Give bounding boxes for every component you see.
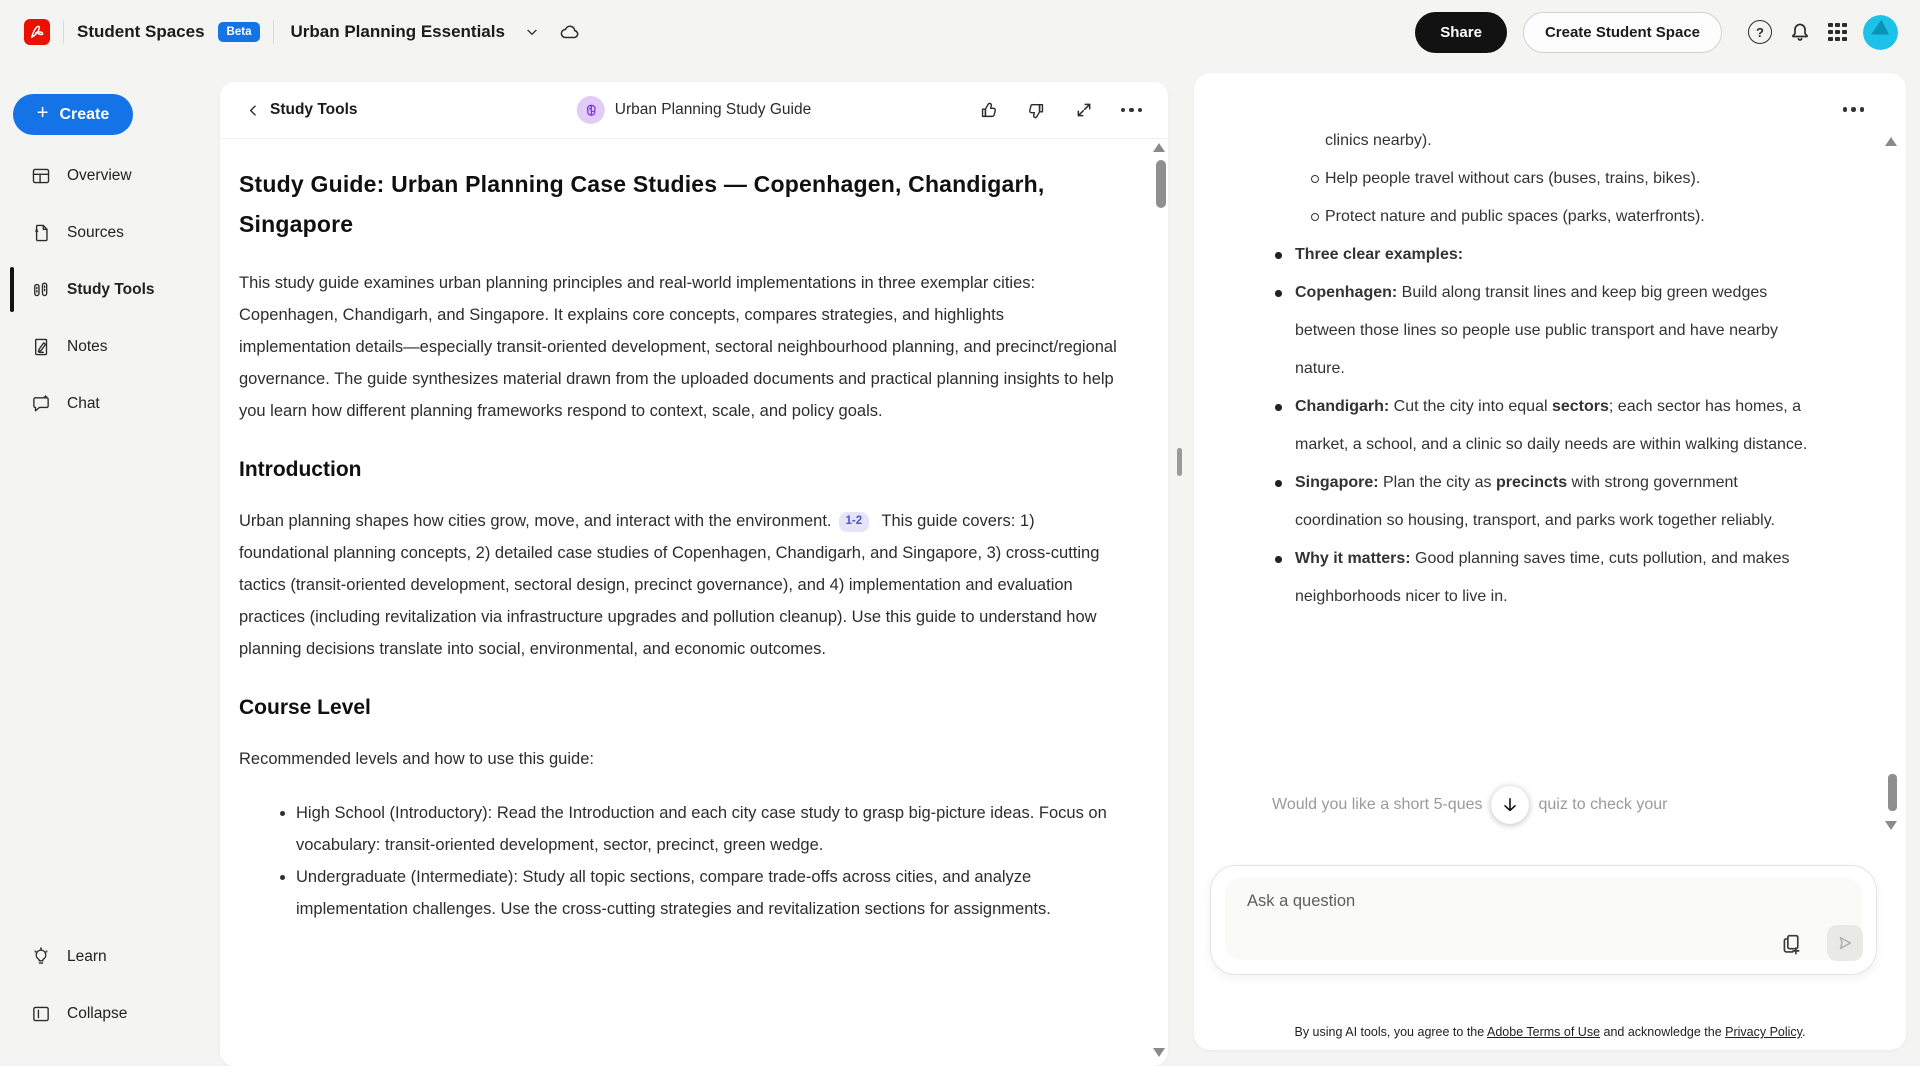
sidebar-item-label: Notes [67, 337, 108, 355]
document-title: Urban Planning Study Guide [614, 101, 812, 118]
list-item [1295, 274, 1818, 388]
divider [273, 20, 274, 44]
grid-icon [1828, 23, 1847, 42]
chat-scroll-down-arrow[interactable] [1885, 821, 1897, 830]
sidebar-item-label: Sources [67, 223, 124, 241]
document-paragraph: Recommended levels and how to use this guide: [239, 750, 594, 768]
thumbs-down-button[interactable] [1026, 100, 1047, 121]
chat-input[interactable] [1210, 865, 1877, 975]
document-heading: Study Guide: Urban Planning Case Studies — Copenhagen, Chandigarh, Singapore [239, 171, 1045, 237]
bullet-text: with strong government coordination so housing, transport, and parks work together reliably. [1295, 474, 1775, 529]
bullet-text: ; each sector has homes, a market, a school, and a clinic so daily needs are within walking distance. [1295, 398, 1808, 453]
disclaimer-text: . [1802, 1025, 1806, 1039]
sidebar-item-study-tools[interactable] [0, 261, 208, 318]
paragraph-text: Urban planning shapes how cities grow, move, and interact with the environment. [239, 512, 832, 530]
app-switcher-button[interactable] [1828, 23, 1847, 42]
chevron-down-icon [524, 24, 540, 40]
overview-icon [30, 165, 52, 187]
sidebar-item-label: Overview [67, 166, 132, 184]
list-item: Help people travel without cars (buses, trains, bikes). [1325, 160, 1818, 198]
bullet-lead: Singapore: [1295, 474, 1379, 491]
add-document-icon [1779, 932, 1804, 957]
document-body [220, 139, 1168, 925]
disclaimer-text: and acknowledge the [1600, 1025, 1726, 1039]
create-button-label: Create [59, 105, 110, 123]
plus-icon: + [36, 102, 49, 124]
thumbs-up-button[interactable] [978, 100, 999, 121]
sidebar-item-notes[interactable] [0, 318, 208, 375]
arrow-down-icon [1500, 795, 1520, 815]
bullet-lead: Chandigarh: [1295, 398, 1390, 415]
list-item: • High School (Introductory): Read the Introduction and each city case study to grasp big-picture ideas. Focus on vocabulary: transit-oriented development, sector, precinct, green wedge. [296, 797, 1120, 861]
document-scrollbar[interactable] [1156, 160, 1166, 208]
bullet-text: Good planning saves time, cuts pollution, and makes neighborhoods nicer to live in. [1295, 550, 1790, 605]
list-item [1295, 388, 1818, 464]
paragraph-text: This guide covers: 1) foundational planning concepts, 2) detailed case studies of Copenhagen, Chandigarh, and Singapore, 3) cross-cutting tactics (transit-oriented development, sectoral design, precinct governance), and 4) implementation and evaluation practices (including revitalization via infrastructure upgrades and pollution cleanup). Use this guide to understand how planning decisions translate into social, environmental, and economic outcomes. [239, 512, 1100, 658]
pending-message-row [1272, 786, 1667, 824]
app-name: Student Spaces [77, 22, 205, 41]
pending-text-left: Would you like a short 5-ques [1272, 796, 1483, 813]
panel-resize-handle[interactable] [1177, 448, 1182, 476]
bullet-lead: Three clear examples: [1295, 246, 1464, 263]
sidebar-item-collapse[interactable] [0, 985, 208, 1042]
send-icon [1835, 933, 1855, 953]
more-options-button[interactable] [1121, 108, 1143, 113]
cloud-save-button[interactable] [559, 21, 581, 43]
ellipsis-icon [1121, 108, 1143, 113]
sidebar-nav [0, 147, 208, 432]
citation-badge[interactable]: 1-2 [839, 512, 870, 532]
bullet-text: Cut the city into equal [1389, 398, 1552, 415]
list-item [1295, 464, 1818, 540]
sidebar-footer [0, 928, 208, 1042]
thumbs-up-icon [978, 100, 999, 121]
attach-document-button[interactable] [1779, 932, 1804, 957]
sidebar-item-learn[interactable] [0, 928, 208, 985]
bullet-bold-term: precincts [1495, 474, 1568, 491]
document-title-group [577, 96, 811, 124]
bullet-lead: Copenhagen: [1295, 284, 1398, 301]
document-panel [220, 82, 1168, 1066]
scroll-to-bottom-button[interactable] [1491, 786, 1529, 824]
chat-messages [1295, 122, 1818, 616]
svg-text:“: “ [34, 227, 39, 237]
bell-icon [1788, 20, 1812, 44]
sidebar-item-label: Study Tools [67, 280, 155, 298]
chat-panel [1194, 73, 1906, 1050]
topbar [0, 0, 1920, 64]
sidebar-item-label: Collapse [67, 1004, 128, 1022]
send-button[interactable] [1827, 925, 1863, 961]
help-icon: ? [1748, 20, 1772, 44]
document-actions [978, 100, 1143, 121]
chat-scrollbar[interactable] [1888, 774, 1897, 811]
bullet-bold-term: sectors [1551, 398, 1609, 415]
expand-button[interactable] [1074, 100, 1094, 120]
chat-icon [30, 393, 52, 415]
avatar[interactable] [1863, 15, 1898, 50]
acrobat-logo-icon [24, 19, 50, 45]
list-item: • Undergraduate (Intermediate): Study all topic sections, compare trade-offs across cities, and analyze implementation challenges. Use the cross-cutting strategies and revitalization sections for assignments. [296, 861, 1120, 925]
list-item [1295, 540, 1818, 616]
section-heading-course-level: Course Level [239, 696, 371, 719]
chat-input-placeholder: Ask a question [1247, 892, 1356, 910]
chat-text-continuation: clinics nearby). [1325, 132, 1432, 149]
space-title: Urban Planning Essentials [290, 22, 505, 41]
list-item: Protect nature and public spaces (parks, waterfronts). [1325, 198, 1818, 236]
list-item [1295, 236, 1818, 274]
disclaimer-text: By using AI tools, you agree to the [1294, 1025, 1487, 1039]
brain-icon [577, 96, 605, 124]
document-paragraph: This study guide examines urban planning principles and real-world implementations in three exemplar cities: Copenhagen, Chandigarh, and Singapore. It explains core concepts, compares strategies, and highlights implementation details—especially transit-oriented development, sectoral neighbourhood planning, and precinct/regional governance. The guide synthesizes material drawn from the uploaded documents and practical planning insights to help you learn how different planning frameworks respond to context, scale, and policy goals. [239, 274, 1117, 420]
course-level-list [239, 797, 1120, 925]
chat-bullet-list [1295, 236, 1818, 616]
sidebar-item-label: Chat [67, 394, 100, 412]
chevron-left-icon [246, 103, 261, 118]
create-button[interactable] [13, 94, 133, 135]
chat-input-field[interactable] [1225, 878, 1862, 960]
pending-text-right: quiz to check your [1538, 796, 1668, 813]
sidebar-item-chat[interactable] [0, 375, 208, 432]
collapse-panel-icon [30, 1003, 52, 1025]
beta-badge: Beta [218, 22, 261, 42]
divider [63, 20, 64, 44]
topbar-right [1415, 12, 1898, 53]
notes-icon [30, 336, 52, 358]
terms-of-use-link[interactable]: Adobe Terms of Use [1487, 1025, 1601, 1039]
cloud-icon [559, 21, 581, 43]
sidebar [0, 64, 208, 1056]
privacy-policy-link[interactable]: Privacy Policy [1725, 1025, 1802, 1039]
scroll-up-arrow[interactable] [1153, 143, 1165, 152]
topbar-left [24, 19, 581, 45]
expand-icon [1074, 100, 1094, 120]
help-button[interactable] [1748, 20, 1772, 44]
document-paragraph [239, 505, 1120, 665]
create-student-space-button[interactable]: Create Student Space [1523, 12, 1722, 53]
section-heading-introduction: Introduction [239, 458, 362, 481]
study-tools-icon [30, 279, 52, 301]
lightbulb-icon [30, 946, 52, 968]
bullet-lead: Why it matters: [1295, 550, 1411, 567]
bullet-text: Plan the city as [1378, 474, 1496, 491]
bullet-text: Build along transit lines and keep big green wedges between those lines so people use public transport and have nearby nature. [1295, 284, 1778, 377]
sidebar-item-sources[interactable] [0, 204, 208, 261]
sidebar-item-label: Learn [67, 947, 107, 965]
chat-sub-list [1295, 160, 1818, 236]
thumbs-down-icon [1026, 100, 1047, 121]
chat-scroll-up-arrow[interactable] [1885, 137, 1897, 146]
space-title-dropdown-button[interactable] [524, 24, 540, 40]
ai-disclaimer [1194, 1025, 1906, 1039]
sidebar-item-overview[interactable] [0, 147, 208, 204]
back-button-label: Study Tools [270, 101, 358, 118]
back-button[interactable] [246, 101, 358, 119]
sources-icon [30, 222, 52, 244]
notifications-button[interactable] [1788, 20, 1812, 44]
share-button[interactable]: Share [1415, 12, 1507, 53]
chat-more-options-button[interactable] [1843, 107, 1865, 112]
document-header [220, 82, 1168, 139]
